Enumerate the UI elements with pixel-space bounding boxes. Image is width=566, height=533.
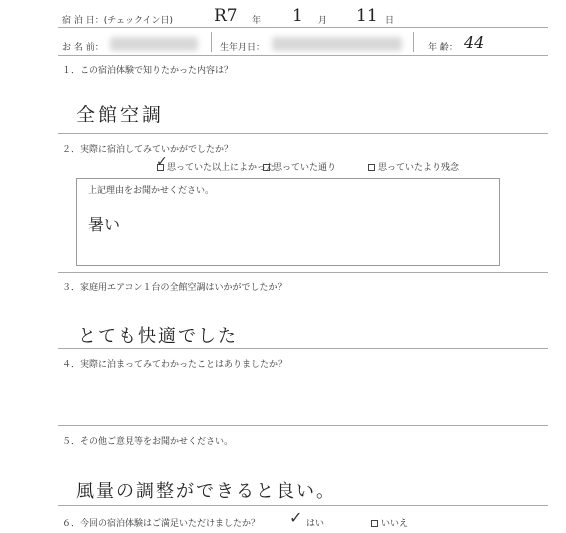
q2-option-1[interactable]: 思っていた以上によかった	[157, 160, 275, 173]
q3-rule	[58, 348, 548, 349]
day-unit: 日	[385, 16, 395, 26]
q4-rule	[58, 425, 548, 426]
header-rule-2	[58, 55, 548, 56]
q1-question: １．この宿泊体験で知りたかった内容は？	[62, 66, 234, 76]
month-unit: 月	[318, 16, 328, 26]
q5-question: ５．その他ご意見等をお聞かせください。	[62, 437, 234, 447]
q5-rule	[58, 505, 548, 506]
q4-question: ４．実際に泊まってみてわかったことはありましたか？	[62, 360, 288, 370]
header-divider-2	[413, 32, 414, 52]
header-divider-1	[211, 32, 212, 52]
stay-date-label: 宿 泊 日：(チェックイン日)	[62, 16, 174, 26]
stay-month-value[interactable]: 1	[292, 6, 303, 26]
q3-answer[interactable]: とても快適でした	[78, 326, 238, 347]
stay-year-value[interactable]: R7	[214, 6, 238, 26]
q2-checkmark-icon: ✓	[156, 154, 168, 170]
q6-option-no[interactable]: いいえ	[371, 516, 408, 529]
q6-checkbox-yes[interactable]	[296, 520, 303, 527]
q2-rule	[58, 272, 548, 273]
stay-day-value[interactable]: 11	[356, 6, 378, 26]
year-unit: 年	[252, 16, 262, 26]
header-rule-1	[58, 27, 548, 28]
q6-checkmark-icon: ✓	[289, 508, 303, 527]
q6-question: ６．今回の宿泊体験はご満足いただけましたか？	[62, 519, 261, 529]
birth-redacted	[272, 37, 402, 51]
q2-reason-label: 上記理由をお聞かせください。	[88, 186, 215, 196]
q1-rule	[58, 133, 548, 134]
q2-option-3[interactable]: 思っていたより残念	[368, 160, 459, 173]
birth-label: 生年月日：	[220, 43, 266, 53]
q3-question: ３．家庭用エアコン１台の全館空調はいかがでしたか？	[62, 283, 287, 293]
age-label: 年 齢：	[428, 43, 458, 53]
q2-checkbox-3[interactable]	[368, 164, 375, 171]
q1-answer[interactable]: 全館空調	[76, 104, 165, 126]
q6-option-yes[interactable]: はい	[296, 516, 324, 529]
name-label: お 名 前：	[62, 43, 104, 53]
q2-option-2[interactable]: 思っていた通り	[263, 160, 336, 173]
q6-checkbox-no[interactable]	[371, 520, 378, 527]
name-redacted	[110, 37, 198, 51]
q2-checkbox-2[interactable]	[263, 164, 270, 171]
q2-reason-answer[interactable]: 暑い	[88, 215, 121, 234]
age-value[interactable]: 44	[464, 33, 485, 52]
q2-question: ２．実際に宿泊してみていかがでしたか？	[62, 145, 234, 155]
q5-answer[interactable]: 風量の調整ができると良い。	[76, 481, 336, 502]
